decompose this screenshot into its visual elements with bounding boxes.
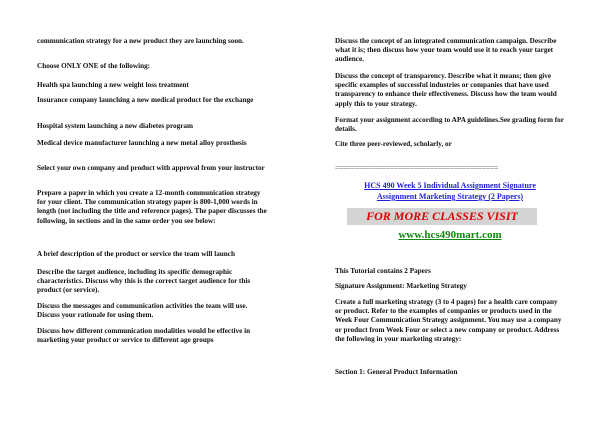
paragraph: Describe the target audience, including its specific demographic characteristics. Discuss why this is the correct target audience for this product (or service).	[37, 268, 251, 295]
paragraph: Discuss how different communication modalities would be effective in marketing your product or service to different age groups	[37, 327, 251, 345]
section-heading: Section 1: General Product Information	[335, 368, 458, 376]
paragraph: Format your assignment according to APA guidelines.See grading form for details.	[335, 116, 564, 134]
paragraph: Discuss the messages and communication activities the team will use. Discuss your rationale for using them.	[37, 302, 248, 320]
paragraph: Discuss the concept of an integrated communication campaign. Describe what it is; then discuss how your team would use it to reach your target audience.	[335, 37, 557, 64]
paragraph: Cite three peer-reviewed, scholarly, or	[335, 140, 452, 148]
list-item: Medical device manufacturer launching a new metal alloy prosthesis	[37, 139, 247, 147]
list-item: Select your own company and product with approval from your instructor	[37, 164, 265, 172]
list-item: Insurance company launching a new medical product for the exchange	[37, 96, 254, 104]
paragraph: communication strategy for a new product they are launching soon.	[37, 37, 244, 45]
paragraph: Signature Assignment: Marketing Strategy	[335, 282, 467, 290]
promo-banner: FOR MORE CLASSES VISIT	[347, 208, 537, 225]
website-link[interactable]: www.hcs490mart.com	[398, 229, 502, 241]
list-item: Health spa launching a new weight loss treatment	[37, 81, 189, 89]
course-link-line-2[interactable]: Assignment Marketing Strategy (2 Papers)	[376, 192, 524, 201]
separator: =========================================	[335, 164, 498, 172]
paragraph: Create a full marketing strategy (3 to 4 pages) for a health care company or product. Refer to the examples of companies or products used in the Week Four Communication Strategy assignment. You may use a company or product from Week Four or select a new company or product. Address the following in your marketing strategy:	[335, 298, 562, 343]
paragraph: Prepare a paper in which you create a 12-month communication strategy for your client. The communication strategy paper is 800-1,000 words in length (not including the title and reference pages). The paper discusses the following, in sections and in the same order you see below:	[37, 189, 267, 225]
paragraph: A brief description of the product or service the team will launch	[37, 250, 235, 258]
paragraph: This Tutorial contains 2 Papers	[335, 267, 431, 275]
paragraph: Discuss the concept of transparency. Describe what it means; then give specific examples of successful industries or companies that have used transparency to enhance their effectiveness. Discuss how the team would apply this to your strategy.	[335, 72, 557, 108]
list-item: Hospital system launching a new diabetes program	[37, 122, 194, 130]
course-link-line-1[interactable]: HCS 490 Week 5 Individual Assignment Signature	[364, 181, 536, 190]
paragraph: Choose ONLY ONE of the following:	[37, 62, 151, 70]
